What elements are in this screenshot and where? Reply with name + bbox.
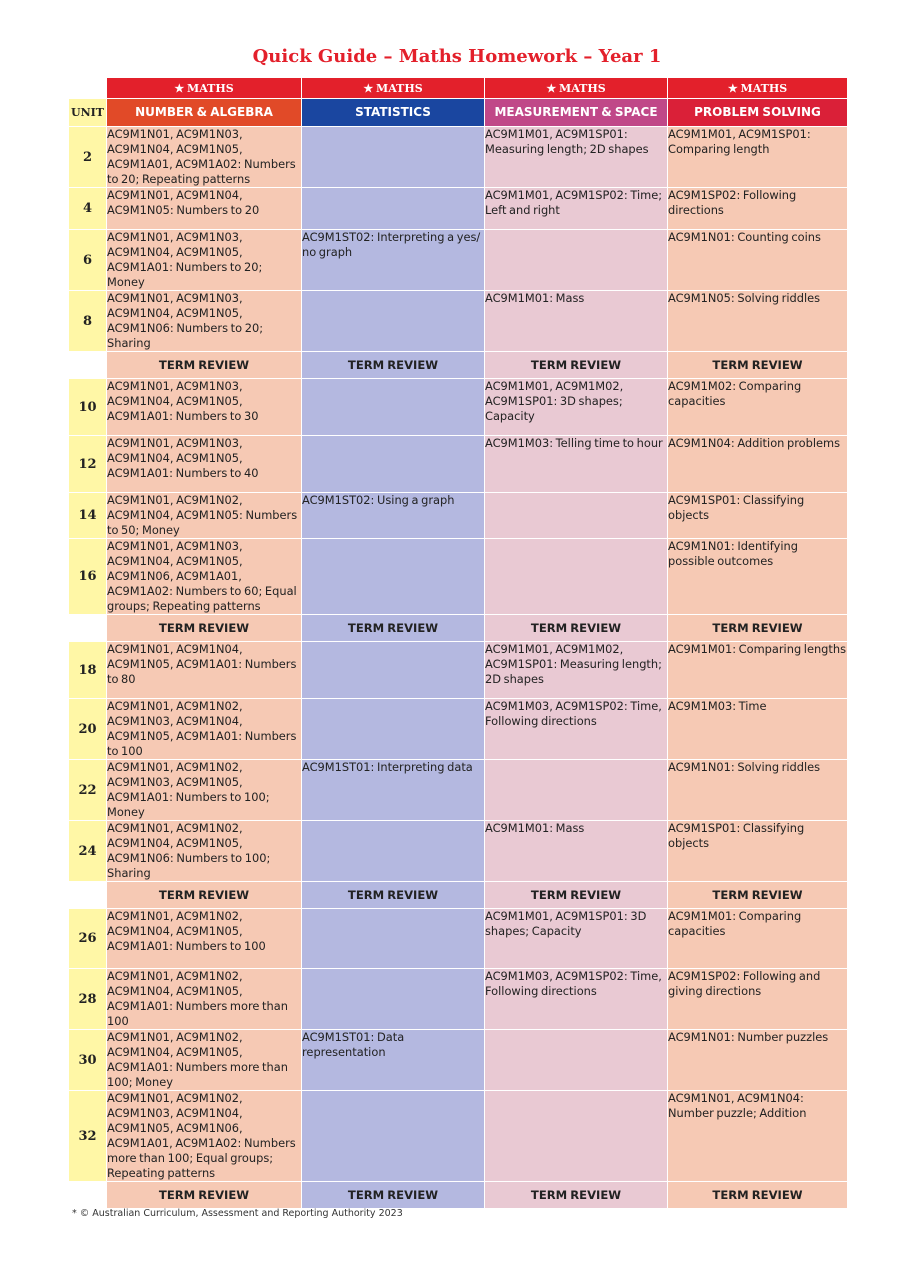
table-row	[69, 188, 848, 230]
term-review-label: TERM REVIEW	[302, 352, 485, 379]
unit-number: 2	[69, 127, 107, 188]
number-algebra-cell: AC9M1N01, AC9M1N03, AC9M1N04, AC9M1N05, AC9M1A01: Numbers to 40	[107, 436, 302, 493]
measurement-space-cell	[485, 493, 668, 539]
review-spacer	[69, 882, 107, 909]
number-algebra-cell: AC9M1N01, AC9M1N03, AC9M1N04, AC9M1N05, AC9M1N06: Numbers to 20; Sharing	[107, 291, 302, 352]
table-row	[69, 127, 848, 188]
table-row	[69, 760, 848, 821]
measurement-space-cell: AC9M1M01: Mass	[485, 291, 668, 352]
table-row	[69, 969, 848, 1030]
problem-solving-cell: AC9M1SP02: Following and giving directions	[668, 969, 848, 1030]
number-algebra-cell: AC9M1N01, AC9M1N02, AC9M1N04, AC9M1N05, AC9M1A01: Numbers to 100	[107, 909, 302, 969]
number-algebra-cell: AC9M1N01, AC9M1N02, AC9M1N04, AC9M1N05, AC9M1A01: Numbers more than 100; Money	[107, 1030, 302, 1091]
term-review-label: TERM REVIEW	[485, 882, 668, 909]
measurement-space-cell: AC9M1M01, AC9M1M02, AC9M1SP01: Measuring length; 2D shapes	[485, 642, 668, 699]
number-algebra-cell: AC9M1N01, AC9M1N02, AC9M1N03, AC9M1N04, AC9M1N05, AC9M1A01: Numbers to 100	[107, 699, 302, 760]
unit-number: 32	[69, 1091, 107, 1182]
maths-label: ★ MATHS	[107, 78, 302, 99]
statistics-cell	[302, 188, 485, 230]
term-review-row	[69, 882, 848, 909]
problem-solving-cell: AC9M1N01: Identifying possible outcomes	[668, 539, 848, 615]
problem-solving-cell: AC9M1M01: Comparing lengths	[668, 642, 848, 699]
term-review-label: TERM REVIEW	[107, 615, 302, 642]
measurement-space-cell	[485, 1030, 668, 1091]
unit-number: 16	[69, 539, 107, 615]
term-review-label: TERM REVIEW	[302, 1182, 485, 1209]
problem-solving-cell: AC9M1M03: Time	[668, 699, 848, 760]
unit-number: 28	[69, 969, 107, 1030]
problem-solving-cell: AC9M1N05: Solving riddles	[668, 291, 848, 352]
problem-solving-cell: AC9M1N01: Solving riddles	[668, 760, 848, 821]
maths-label: ★ MATHS	[485, 78, 668, 99]
number-algebra-cell: AC9M1N01, AC9M1N04, AC9M1N05: Numbers to 20	[107, 188, 302, 230]
statistics-cell: AC9M1ST02: Using a graph	[302, 493, 485, 539]
table-row	[69, 1091, 848, 1182]
term-review-label: TERM REVIEW	[668, 1182, 848, 1209]
statistics-cell	[302, 539, 485, 615]
term-review-label: TERM REVIEW	[107, 882, 302, 909]
unit-column-header: UNIT	[69, 99, 107, 127]
statistics-cell	[302, 699, 485, 760]
unit-number: 20	[69, 699, 107, 760]
statistics-header: STATISTICS	[302, 99, 485, 127]
term-review-label: TERM REVIEW	[302, 615, 485, 642]
problem-solving-cell: AC9M1M02: Comparing capacities	[668, 379, 848, 436]
measurement-space-cell	[485, 230, 668, 291]
number-algebra-cell: AC9M1N01, AC9M1N02, AC9M1N03, AC9M1N05, AC9M1A01: Numbers to 100; Money	[107, 760, 302, 821]
problem-solving-cell: AC9M1M01, AC9M1SP01: Comparing length	[668, 127, 848, 188]
term-review-label: TERM REVIEW	[485, 615, 668, 642]
term-review-label: TERM REVIEW	[107, 1182, 302, 1209]
table-row	[69, 909, 848, 969]
statistics-cell: AC9M1ST01: Interpreting data	[302, 760, 485, 821]
number-algebra-cell: AC9M1N01, AC9M1N02, AC9M1N04, AC9M1N05, AC9M1A01: Numbers more than 100	[107, 969, 302, 1030]
statistics-cell	[302, 1091, 485, 1182]
measurement-space-cell: AC9M1M01: Mass	[485, 821, 668, 882]
measurement-space-cell: AC9M1M03: Telling time to hour	[485, 436, 668, 493]
unit-number: 6	[69, 230, 107, 291]
measurement-space-cell	[485, 1091, 668, 1182]
term-review-row	[69, 615, 848, 642]
measurement-space-cell	[485, 539, 668, 615]
problem-solving-cell: AC9M1N04: Addition problems	[668, 436, 848, 493]
number-algebra-cell: AC9M1N01, AC9M1N03, AC9M1N04, AC9M1N05, AC9M1A01, AC9M1A02: Numbers to 20; Repeating patterns	[107, 127, 302, 188]
statistics-cell	[302, 909, 485, 969]
term-review-label: TERM REVIEW	[668, 352, 848, 379]
maths-label: ★ MATHS	[668, 78, 848, 99]
review-spacer	[69, 1182, 107, 1209]
statistics-cell	[302, 969, 485, 1030]
unit-number: 12	[69, 436, 107, 493]
header-spacer	[69, 78, 107, 99]
term-review-label: TERM REVIEW	[485, 352, 668, 379]
number-algebra-cell: AC9M1N01, AC9M1N03, AC9M1N04, AC9M1N05, AC9M1A01: Numbers to 30	[107, 379, 302, 436]
term-review-label: TERM REVIEW	[302, 882, 485, 909]
table-row	[69, 642, 848, 699]
problem-solving-header: PROBLEM SOLVING	[668, 99, 848, 127]
table-row	[69, 493, 848, 539]
statistics-cell	[302, 379, 485, 436]
statistics-cell: AC9M1ST01: Data representation	[302, 1030, 485, 1091]
problem-solving-cell: AC9M1N01, AC9M1N04: Number puzzle; Addition	[668, 1091, 848, 1182]
unit-number: 30	[69, 1030, 107, 1091]
measurement-space-cell: AC9M1M01, AC9M1SP01: 3D shapes; Capacity	[485, 909, 668, 969]
table-row	[69, 539, 848, 615]
term-review-label: TERM REVIEW	[668, 882, 848, 909]
copyright-footnote: * © Australian Curriculum, Assessment and Reporting Authority 2023	[72, 1208, 403, 1219]
statistics-cell	[302, 642, 485, 699]
measurement-space-cell: AC9M1M01, AC9M1SP01: Measuring length; 2D shapes	[485, 127, 668, 188]
statistics-cell	[302, 127, 485, 188]
measurement-space-cell: AC9M1M01, AC9M1SP02: Time; Left and right	[485, 188, 668, 230]
measurement-space-cell: AC9M1M03, AC9M1SP02: Time, Following directions	[485, 969, 668, 1030]
table-row	[69, 379, 848, 436]
number-algebra-cell: AC9M1N01, AC9M1N04, AC9M1N05, AC9M1A01: Numbers to 80	[107, 642, 302, 699]
problem-solving-cell: AC9M1SP01: Classifying objects	[668, 493, 848, 539]
review-spacer	[69, 615, 107, 642]
measurement-space-cell	[485, 760, 668, 821]
term-review-label: TERM REVIEW	[485, 1182, 668, 1209]
number-algebra-cell: AC9M1N01, AC9M1N02, AC9M1N04, AC9M1N05: Numbers to 50; Money	[107, 493, 302, 539]
term-review-row	[69, 352, 848, 379]
term-review-label: TERM REVIEW	[668, 615, 848, 642]
unit-number: 26	[69, 909, 107, 969]
table-row	[69, 699, 848, 760]
review-spacer	[69, 352, 107, 379]
term-review-label: TERM REVIEW	[107, 352, 302, 379]
maths-label: ★ MATHS	[302, 78, 485, 99]
maths-header-row	[69, 78, 848, 99]
statistics-cell: AC9M1ST02: Interpreting a yes/ no graph	[302, 230, 485, 291]
category-header-row	[69, 99, 848, 127]
measurement-space-cell: AC9M1M03, AC9M1SP02: Time, Following directions	[485, 699, 668, 760]
number-algebra-cell: AC9M1N01, AC9M1N03, AC9M1N04, AC9M1N05, AC9M1A01: Numbers to 20; Money	[107, 230, 302, 291]
problem-solving-cell: AC9M1M01: Comparing capacities	[668, 909, 848, 969]
unit-number: 14	[69, 493, 107, 539]
problem-solving-cell: AC9M1N01: Counting coins	[668, 230, 848, 291]
table-row	[69, 436, 848, 493]
term-review-row	[69, 1182, 848, 1209]
unit-number: 10	[69, 379, 107, 436]
problem-solving-cell: AC9M1SP02: Following directions	[668, 188, 848, 230]
unit-number: 24	[69, 821, 107, 882]
unit-number: 18	[69, 642, 107, 699]
measurement-space-cell: AC9M1M01, AC9M1M02, AC9M1SP01: 3D shapes; Capacity	[485, 379, 668, 436]
number-algebra-cell: AC9M1N01, AC9M1N03, AC9M1N04, AC9M1N05, AC9M1N06, AC9M1A01, AC9M1A02: Numbers to 60; Equal groups; Repeating patterns	[107, 539, 302, 615]
quick-guide-table	[68, 77, 848, 1209]
number-algebra-cell: AC9M1N01, AC9M1N02, AC9M1N03, AC9M1N04, AC9M1N05, AC9M1N06, AC9M1A01, AC9M1A02: Numbers more than 100; Equal groups; Repeating patterns	[107, 1091, 302, 1182]
unit-number: 22	[69, 760, 107, 821]
table-row	[69, 291, 848, 352]
problem-solving-cell: AC9M1SP01: Classifying objects	[668, 821, 848, 882]
problem-solving-cell: AC9M1N01: Number puzzles	[668, 1030, 848, 1091]
table-row	[69, 1030, 848, 1091]
statistics-cell	[302, 821, 485, 882]
unit-number: 4	[69, 188, 107, 230]
number-algebra-header: NUMBER & ALGEBRA	[107, 99, 302, 127]
table-row	[69, 821, 848, 882]
statistics-cell	[302, 291, 485, 352]
measurement-space-header: MEASUREMENT & SPACE	[485, 99, 668, 127]
statistics-cell	[302, 436, 485, 493]
table-row	[69, 230, 848, 291]
number-algebra-cell: AC9M1N01, AC9M1N02, AC9M1N04, AC9M1N05, AC9M1N06: Numbers to 100; Sharing	[107, 821, 302, 882]
page-title: Quick Guide – Maths Homework – Year 1	[252, 46, 662, 67]
unit-number: 8	[69, 291, 107, 352]
